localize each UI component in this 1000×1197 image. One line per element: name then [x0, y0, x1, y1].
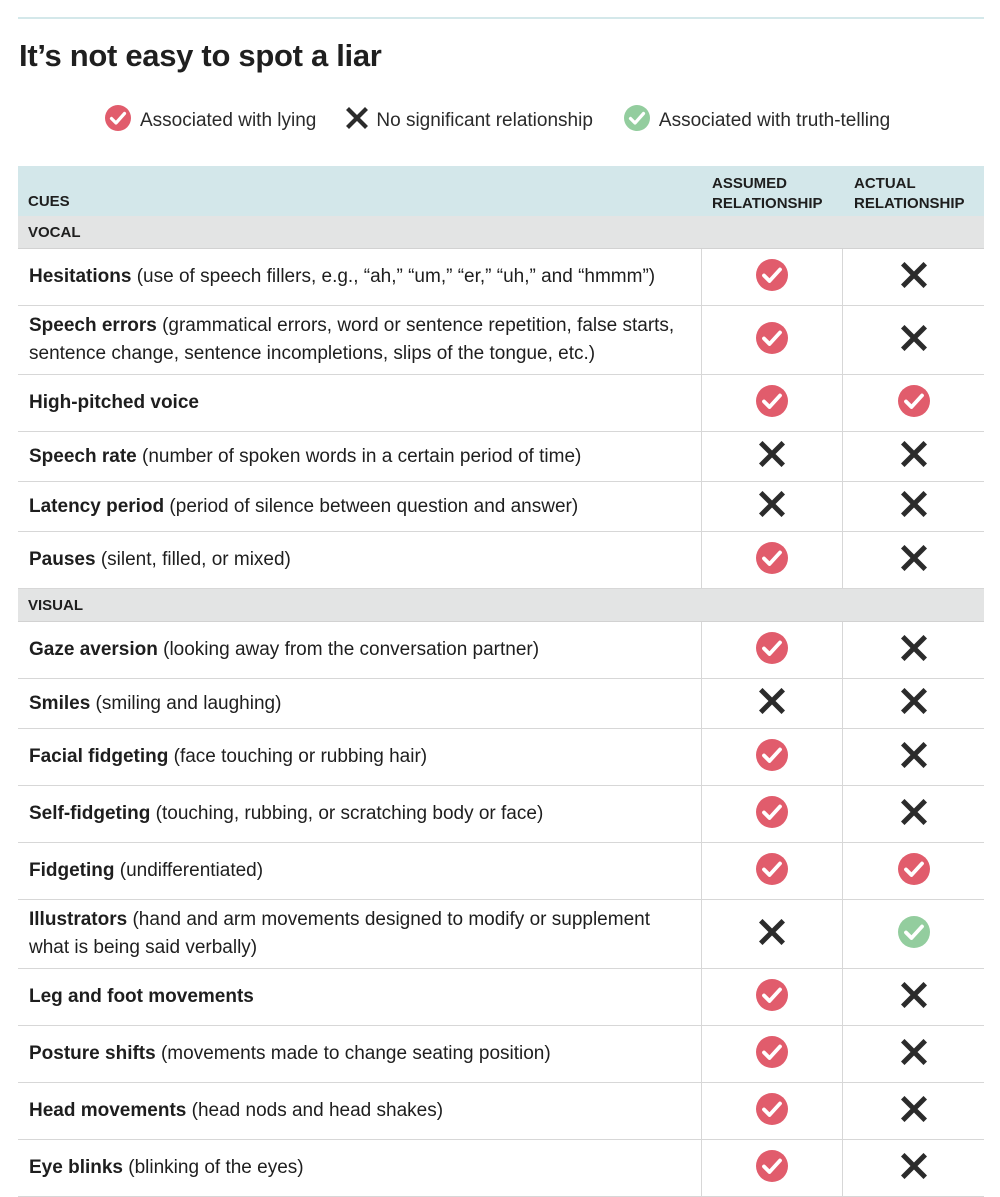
x-black-icon: [759, 491, 785, 522]
cue-name: Speech rate: [29, 445, 137, 467]
cue-name: Illustrators: [29, 909, 128, 930]
legend-label: Associated with lying: [140, 110, 317, 131]
cue-description: (looking away from the conversation partner): [157, 639, 540, 660]
cue-text: [29, 263, 655, 291]
table-body: [18, 216, 984, 1197]
table-row: [18, 679, 984, 729]
actual-cell: [843, 375, 984, 431]
cue-cell: [18, 843, 702, 899]
cue-name: Posture shifts: [29, 1043, 156, 1064]
cue-text: [29, 743, 427, 771]
cue-description: (smiling and laughing): [90, 692, 282, 714]
cue-text: [29, 312, 695, 368]
x-black-icon: [901, 982, 927, 1013]
x-black-icon: [901, 1039, 927, 1070]
check-red-icon: [897, 852, 931, 891]
actual-cell: [843, 622, 984, 678]
table-row: [18, 432, 984, 482]
check-red-icon: [897, 384, 931, 423]
x-black-icon: [901, 742, 927, 773]
x-black-icon: [759, 919, 785, 950]
x-black-icon: [901, 635, 927, 666]
actual-cell: [843, 900, 984, 968]
cue-description: (touching, rubbing, or scratching body or face): [150, 803, 544, 824]
cue-text: [29, 389, 199, 417]
legend-label: No significant relationship: [376, 110, 593, 131]
check-red-icon: [755, 631, 789, 670]
cue-description: (face touching or rubbing hair): [168, 746, 428, 767]
assumed-cell: [702, 375, 843, 431]
x-black-icon: [901, 688, 927, 719]
assumed-cell: [702, 1026, 843, 1082]
cue-text: [29, 906, 695, 962]
x-black-icon: [901, 1096, 927, 1127]
actual-cell: [843, 1083, 984, 1139]
cue-name: Hesitations: [29, 266, 132, 287]
check-red-icon: [755, 1035, 789, 1074]
check-red-icon: [755, 738, 789, 777]
check-green-icon: [623, 104, 651, 138]
cue-name: Gaze aversion: [29, 639, 158, 660]
actual-cell: [843, 843, 984, 899]
table-row: [18, 482, 984, 532]
cue-name: Leg and foot movements: [29, 986, 254, 1007]
assumed-cell: [702, 843, 843, 899]
table-row: [18, 375, 984, 432]
actual-cell: [843, 729, 984, 785]
assumed-cell: [702, 432, 843, 481]
x-black-icon: [901, 799, 927, 830]
actual-cell: [843, 432, 984, 481]
actual-cell: [843, 969, 984, 1025]
cue-name: Pauses: [29, 549, 96, 570]
cue-cell: [18, 622, 702, 678]
cue-name: Speech errors: [29, 315, 157, 336]
cue-description: (grammatical errors, word or sentence repetition, false starts, sentence change, sentence incompletions, slips of the tongue, etc.): [29, 315, 675, 364]
check-red-icon: [755, 384, 789, 423]
cue-name: Self-fidgeting: [29, 803, 151, 824]
cue-name: Head movements: [29, 1100, 187, 1121]
cue-name: Fidgeting: [29, 860, 115, 881]
assumed-cell: [702, 622, 843, 678]
assumed-cell: [702, 969, 843, 1025]
legend-item-truth: [623, 104, 890, 138]
cue-cell: [18, 482, 702, 531]
cue-cell: [18, 969, 702, 1025]
cue-cell: [18, 729, 702, 785]
legend-item-lying: [104, 104, 316, 138]
cue-text: [29, 1154, 304, 1182]
actual-cell: [843, 786, 984, 842]
table-row: [18, 1140, 984, 1197]
cue-text: [29, 857, 263, 885]
assumed-cell: [702, 482, 843, 531]
assumed-cell: [702, 1083, 843, 1139]
table-row: [18, 843, 984, 900]
table-header: [18, 166, 984, 216]
cue-cell: [18, 375, 702, 431]
cue-text: [29, 690, 281, 718]
section-header-vocal: VOCAL: [18, 216, 984, 249]
assumed-cell: [702, 786, 843, 842]
cue-description: (period of silence between question and answer): [164, 495, 579, 517]
check-red-icon: [755, 795, 789, 834]
cue-text: [29, 1097, 443, 1125]
table-row: [18, 1083, 984, 1140]
actual-cell: [843, 1140, 984, 1196]
assumed-cell: [702, 729, 843, 785]
x-black-icon: [901, 262, 927, 293]
header-assumed-line2: RELATIONSHIP: [712, 195, 823, 212]
x-black-icon: [759, 688, 785, 719]
cue-name: High-pitched voice: [29, 392, 199, 413]
actual-cell: [843, 679, 984, 728]
cue-name: Eye blinks: [29, 1157, 123, 1178]
cue-cell: [18, 900, 702, 968]
check-red-icon: [755, 978, 789, 1017]
table-row: [18, 249, 984, 306]
cue-name: Latency period: [29, 495, 165, 517]
legend: [104, 106, 920, 136]
table-row: [18, 786, 984, 843]
x-black-icon: [901, 325, 927, 356]
cue-description: (undifferentiated): [114, 860, 264, 881]
check-red-icon: [104, 104, 132, 138]
cue-text: [29, 636, 539, 664]
x-black-icon: [346, 107, 368, 135]
table-row: [18, 622, 984, 679]
cue-cell: [18, 679, 702, 728]
assumed-cell: [702, 306, 843, 374]
cue-cell: [18, 532, 702, 588]
cue-name: Smiles: [29, 692, 91, 714]
top-divider: [18, 17, 984, 19]
cue-cell: [18, 1026, 702, 1082]
section-header-visual: VISUAL: [18, 589, 984, 622]
page-title: It’s not easy to spot a liar: [19, 38, 382, 73]
check-red-icon: [755, 258, 789, 297]
table-row: [18, 532, 984, 589]
table-row: [18, 306, 984, 375]
cue-cell: [18, 432, 702, 481]
check-red-icon: [755, 852, 789, 891]
cue-cell: [18, 306, 702, 374]
cue-text: [29, 443, 581, 471]
x-black-icon: [759, 441, 785, 472]
assumed-cell: [702, 679, 843, 728]
header-actual-line2: RELATIONSHIP: [854, 195, 965, 212]
cue-text: [29, 1040, 551, 1068]
cue-cell: [18, 786, 702, 842]
actual-cell: [843, 482, 984, 531]
cue-text: [29, 800, 543, 828]
header-assumed-line1: ASSUMED: [712, 175, 788, 192]
header-cues: CUES: [28, 193, 70, 210]
table-row: [18, 1026, 984, 1083]
cue-text: [29, 546, 291, 574]
x-black-icon: [901, 491, 927, 522]
check-red-icon: [755, 1092, 789, 1131]
header-actual: [843, 166, 984, 216]
cue-description: (use of speech fillers, e.g., “ah,” “um,” “er,” “uh,” and “hmmm”): [131, 266, 656, 287]
actual-cell: [843, 1026, 984, 1082]
cue-cell: [18, 1083, 702, 1139]
cue-name: Facial fidgeting: [29, 746, 169, 767]
x-black-icon: [901, 545, 927, 576]
actual-cell: [843, 249, 984, 305]
check-red-icon: [755, 1149, 789, 1188]
cue-description: (number of spoken words in a certain period of time): [136, 445, 582, 467]
header-assumed: [702, 166, 843, 216]
x-black-icon: [901, 441, 927, 472]
x-black-icon: [901, 1153, 927, 1184]
cue-text: [29, 493, 578, 521]
cue-description: (hand and arm movements designed to modify or supplement what is being said verbally): [29, 909, 650, 958]
legend-label: Associated with truth-telling: [658, 110, 891, 131]
table-row: [18, 900, 984, 969]
check-red-icon: [755, 321, 789, 360]
cues-table: [18, 166, 984, 1197]
assumed-cell: [702, 1140, 843, 1196]
cue-description: (silent, filled, or mixed): [95, 549, 291, 570]
cue-description: (head nods and head shakes): [186, 1100, 444, 1121]
cue-description: (blinking of the eyes): [123, 1157, 304, 1178]
actual-cell: [843, 532, 984, 588]
check-green-icon: [897, 915, 931, 954]
assumed-cell: [702, 532, 843, 588]
assumed-cell: [702, 249, 843, 305]
header-actual-line1: ACTUAL: [854, 175, 916, 192]
assumed-cell: [702, 900, 843, 968]
cue-cell: [18, 1140, 702, 1196]
actual-cell: [843, 306, 984, 374]
cue-description: (movements made to change seating position): [155, 1043, 551, 1064]
cue-cell: [18, 249, 702, 305]
cue-text: [29, 983, 254, 1011]
legend-item-none: [346, 107, 593, 135]
table-row: [18, 729, 984, 786]
table-row: [18, 969, 984, 1026]
check-red-icon: [755, 541, 789, 580]
